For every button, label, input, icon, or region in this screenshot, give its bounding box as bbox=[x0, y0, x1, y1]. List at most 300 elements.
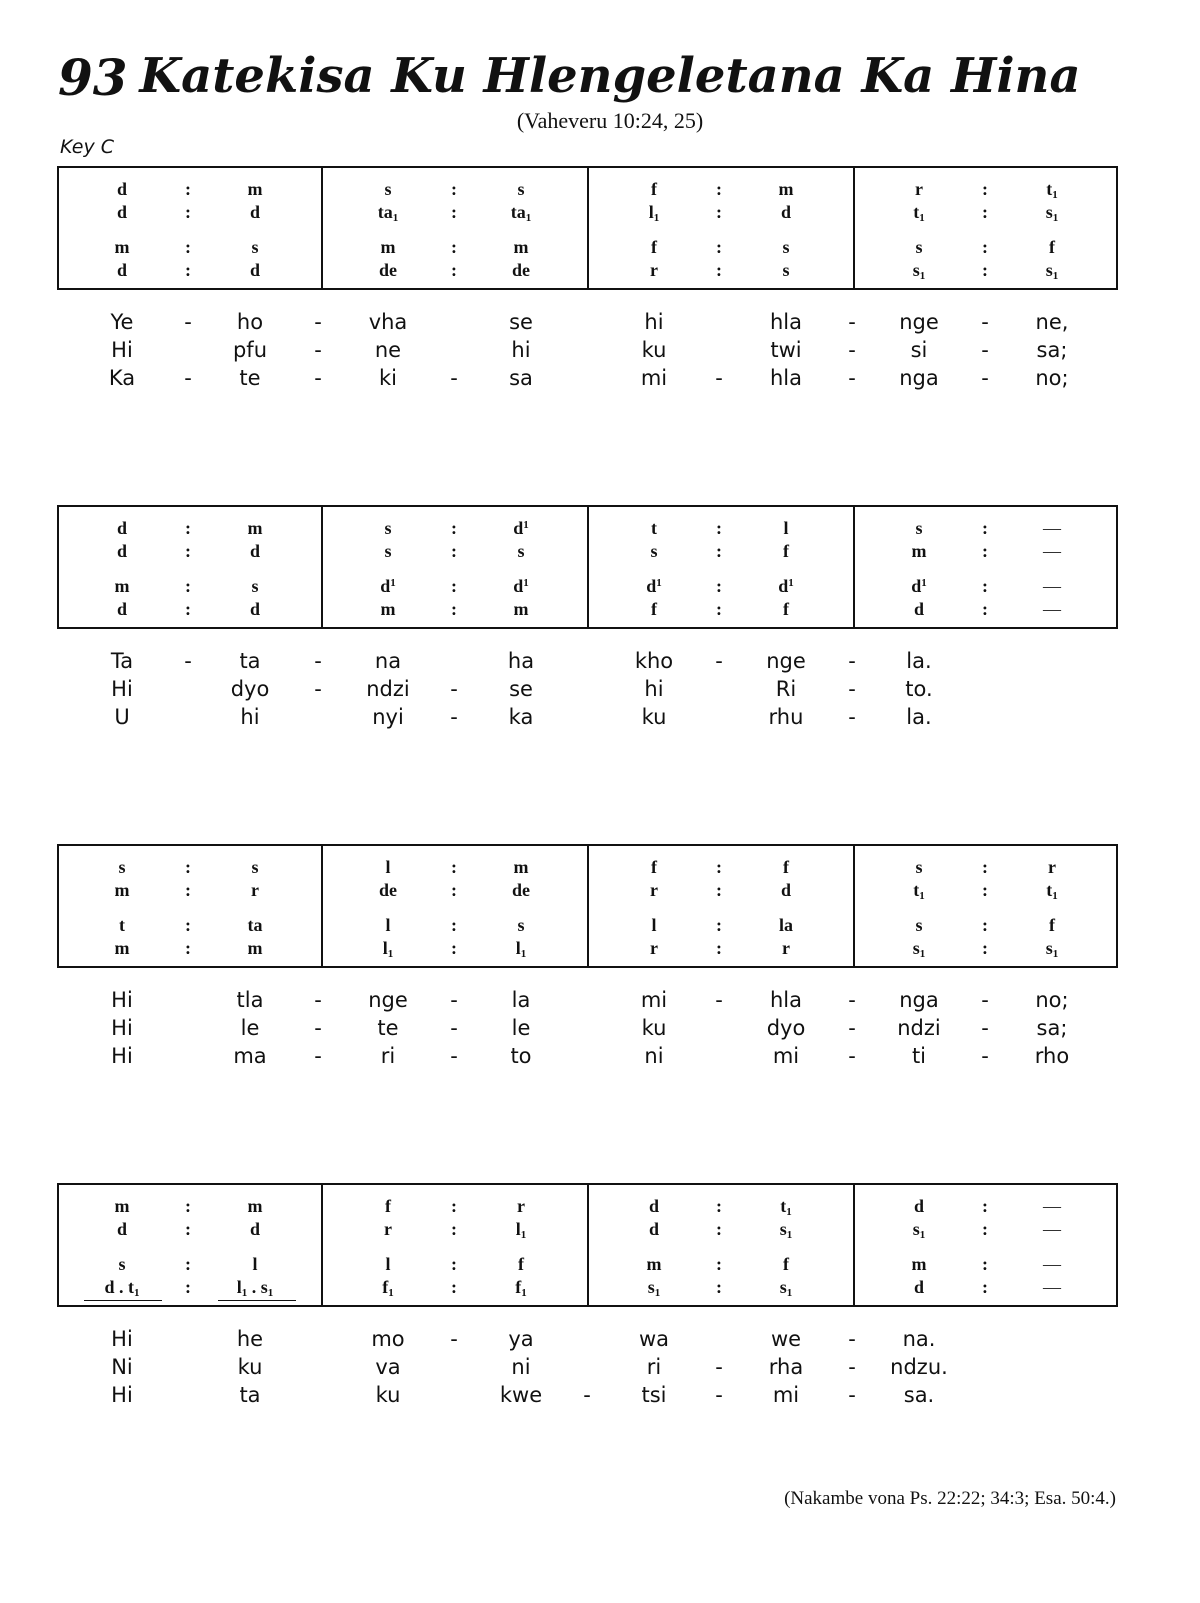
solfa-note: $s_1$ bbox=[1045, 202, 1059, 224]
solfa-note: d bbox=[913, 1196, 924, 1216]
solfa-note: m bbox=[778, 179, 794, 199]
barline bbox=[587, 507, 589, 627]
lyric-hyphen: - bbox=[314, 988, 322, 1012]
barline bbox=[853, 846, 855, 966]
beat-colon: : bbox=[982, 938, 988, 958]
solfa-note: $s_1$ bbox=[912, 938, 926, 960]
solfa-note: s bbox=[251, 857, 259, 877]
solfa-note: d bbox=[116, 599, 127, 619]
lyric-syllable: Ye bbox=[110, 310, 134, 334]
lyric-syllable: Hi bbox=[111, 338, 133, 362]
solfa-note: f bbox=[651, 857, 657, 877]
measure-tick bbox=[321, 543, 323, 557]
beat-colon: : bbox=[716, 202, 722, 222]
solfa-note: de bbox=[512, 880, 530, 900]
beat-colon: : bbox=[982, 541, 988, 561]
solfa-note: s bbox=[915, 915, 923, 935]
solfa-note: m bbox=[513, 599, 529, 619]
lyric-hyphen: - bbox=[848, 1016, 856, 1040]
solfa-staff-4 bbox=[57, 1183, 1118, 1307]
lyric-syllable: Hi bbox=[111, 1327, 133, 1351]
solfa-note: l bbox=[385, 915, 391, 935]
solfa-note: — bbox=[1043, 541, 1061, 561]
solfa-note: m bbox=[247, 1196, 263, 1216]
solfa-note: s bbox=[782, 260, 790, 280]
scripture-reference: (Vaheveru 10:24, 25) bbox=[516, 108, 704, 133]
lyric-syllable: Hi bbox=[111, 1044, 133, 1068]
lyric-syllable: ri bbox=[646, 1355, 662, 1379]
lyric-syllable: to. bbox=[905, 677, 933, 701]
lyric-syllable: ndzu. bbox=[890, 1355, 948, 1379]
measure-tick bbox=[853, 240, 855, 254]
solfa-note: de bbox=[379, 880, 397, 900]
solfa-note: $f_1$ bbox=[382, 1277, 394, 1299]
beat-colon: : bbox=[185, 202, 191, 222]
lyric-syllable: le bbox=[240, 1016, 260, 1040]
lyric-syllable: ku bbox=[641, 338, 667, 362]
solfa-note: $d^1$ bbox=[911, 576, 927, 596]
barline bbox=[321, 1185, 323, 1305]
solfa-note: $d^1$ bbox=[513, 576, 529, 596]
lyric-syllable: nyi bbox=[372, 705, 404, 729]
measure-tick bbox=[853, 543, 855, 557]
lyric-syllable: va bbox=[375, 1355, 401, 1379]
solfa-staff-1 bbox=[57, 166, 1118, 290]
beat-colon: : bbox=[451, 179, 457, 199]
solfa-note: s bbox=[384, 518, 392, 538]
lyric-syllable: si bbox=[910, 338, 928, 362]
solfa-note: — bbox=[1043, 518, 1061, 538]
solfa-note: ta bbox=[247, 915, 263, 935]
solfa-note: d bbox=[116, 518, 127, 538]
beat-colon: : bbox=[716, 237, 722, 257]
lyric-syllable: nge bbox=[899, 310, 939, 334]
solfa-note: $s_1$ bbox=[647, 1277, 661, 1299]
lyric-hyphen: - bbox=[848, 705, 856, 729]
beat-colon: : bbox=[716, 880, 722, 900]
measure-tick bbox=[321, 1257, 323, 1271]
solfa-note: d bbox=[116, 260, 127, 280]
measure-tick bbox=[853, 204, 855, 218]
lyric-hyphen: - bbox=[848, 366, 856, 390]
lyric-syllable: Ta bbox=[110, 649, 134, 673]
beat-colon: : bbox=[185, 1254, 191, 1274]
solfa-note: r bbox=[650, 880, 658, 900]
beat-colon: : bbox=[716, 179, 722, 199]
barline bbox=[321, 846, 323, 966]
lyric-syllable: ya bbox=[508, 1327, 534, 1351]
lyric-syllable: dyo bbox=[230, 677, 270, 701]
solfa-note: d bbox=[913, 599, 924, 619]
lyric-syllable: la bbox=[511, 988, 531, 1012]
lyric-syllable: Ni bbox=[111, 1355, 133, 1379]
lyric-syllable: pfu bbox=[232, 338, 268, 362]
beat-colon: : bbox=[982, 599, 988, 619]
lyric-syllable: ku bbox=[375, 1383, 401, 1407]
beat-colon: : bbox=[982, 237, 988, 257]
solfa-note: r bbox=[782, 938, 790, 958]
beat-colon: : bbox=[185, 599, 191, 619]
lyric-syllable: dyo bbox=[766, 1016, 806, 1040]
lyric-syllable: sa; bbox=[1036, 338, 1068, 362]
solfa-note: s bbox=[915, 237, 923, 257]
lyric-syllable: U bbox=[114, 705, 130, 729]
measure-tick bbox=[853, 882, 855, 896]
solfa-note: m bbox=[114, 880, 130, 900]
beat-colon: : bbox=[185, 237, 191, 257]
solfa-note: s bbox=[384, 179, 392, 199]
solfa-note: $s_1$ bbox=[779, 1277, 793, 1299]
solfa-note: d bbox=[249, 541, 260, 561]
solfa-note: m bbox=[247, 518, 263, 538]
solfa-note: d bbox=[116, 541, 127, 561]
beat-colon: : bbox=[716, 541, 722, 561]
beat-colon: : bbox=[716, 857, 722, 877]
lyric-syllable: hi bbox=[644, 310, 664, 334]
lyric-hyphen: - bbox=[450, 677, 458, 701]
lyric-syllable: mi bbox=[772, 1383, 800, 1407]
solfa-note: $s_1$ bbox=[912, 260, 926, 282]
solfa-note: s bbox=[517, 179, 525, 199]
beat-colon: : bbox=[982, 857, 988, 877]
lyric-syllable: ku bbox=[641, 1016, 667, 1040]
solfa-note: $l_1$ bbox=[382, 938, 394, 960]
barline bbox=[853, 168, 855, 288]
solfa-note: $l_1$ bbox=[515, 1219, 527, 1241]
beat-colon: : bbox=[185, 576, 191, 596]
beat-colon: : bbox=[716, 938, 722, 958]
solfa-note: d bbox=[249, 1219, 260, 1239]
solfa-note: d bbox=[249, 599, 260, 619]
lyric-syllable: ma bbox=[233, 1044, 267, 1068]
lyric-syllable: ni bbox=[511, 1355, 531, 1379]
solfa-note: $s_1$ bbox=[779, 1219, 793, 1241]
beat-colon: : bbox=[982, 179, 988, 199]
solfa-note: l bbox=[385, 1254, 391, 1274]
solfa-note: m bbox=[114, 1196, 130, 1216]
solfa-note: $d^1$ bbox=[778, 576, 794, 596]
solfa-note: r bbox=[650, 938, 658, 958]
lyric-syllable: Ka bbox=[108, 366, 136, 390]
solfa-note: d bbox=[913, 1277, 924, 1297]
measure-tick bbox=[321, 918, 323, 932]
key-signature: Key C bbox=[60, 136, 115, 158]
solfa-note: $l_1$ bbox=[648, 202, 660, 224]
beat-colon: : bbox=[716, 518, 722, 538]
lyric-syllable: ri bbox=[380, 1044, 396, 1068]
solfa-note: d bbox=[249, 260, 260, 280]
beat-colon: : bbox=[716, 1254, 722, 1274]
beat-colon: : bbox=[716, 1277, 722, 1297]
lyric-syllable: mo bbox=[371, 1327, 405, 1351]
solfa-note: m bbox=[911, 541, 927, 561]
beat-underline bbox=[218, 1300, 296, 1301]
lyric-hyphen: - bbox=[848, 1044, 856, 1068]
lyric-syllable: sa. bbox=[903, 1383, 935, 1407]
lyric-syllable: la. bbox=[906, 705, 932, 729]
solfa-note: l bbox=[783, 518, 789, 538]
beat-colon: : bbox=[716, 1196, 722, 1216]
lyric-hyphen: - bbox=[314, 366, 322, 390]
solfa-note: $t_1$ bbox=[913, 202, 925, 224]
lyric-hyphen: - bbox=[450, 705, 458, 729]
solfa-note: $s_1$ bbox=[1045, 938, 1059, 960]
solfa-note: $ta_1$ bbox=[510, 202, 532, 224]
lyric-hyphen: - bbox=[450, 1327, 458, 1351]
lyric-syllable: Hi bbox=[111, 677, 133, 701]
solfa-note: — bbox=[1043, 576, 1061, 596]
beat-colon: : bbox=[451, 541, 457, 561]
lyric-syllable: Hi bbox=[111, 988, 133, 1012]
lyric-hyphen: - bbox=[981, 310, 989, 334]
lyric-syllable: ne bbox=[374, 338, 402, 362]
lyric-hyphen: - bbox=[981, 1016, 989, 1040]
beat-colon: : bbox=[185, 1277, 191, 1297]
beat-colon: : bbox=[716, 915, 722, 935]
footnote: (Nakambe vona Ps. 22:22; 34:3; Esa. 50:4.) bbox=[784, 1488, 1116, 1509]
lyric-syllable: no; bbox=[1035, 366, 1069, 390]
beat-colon: : bbox=[185, 915, 191, 935]
solfa-note: — bbox=[1043, 1254, 1061, 1274]
solfa-note: s bbox=[650, 541, 658, 561]
beat-colon: : bbox=[982, 1219, 988, 1239]
solfa-note: s bbox=[517, 915, 525, 935]
solfa-note: l bbox=[252, 1254, 258, 1274]
beat-underline bbox=[84, 1300, 162, 1301]
lyric-syllable: ka bbox=[508, 705, 534, 729]
solfa-note: — bbox=[1043, 1219, 1061, 1239]
lyric-syllable: hla bbox=[769, 310, 802, 334]
lyric-syllable: rha bbox=[768, 1355, 804, 1379]
solfa-note: f bbox=[651, 237, 657, 257]
lyric-hyphen: - bbox=[450, 366, 458, 390]
solfa-note: r bbox=[650, 260, 658, 280]
beat-colon: : bbox=[982, 880, 988, 900]
lyric-syllable: ndzi bbox=[366, 677, 410, 701]
solfa-note: r bbox=[517, 1196, 525, 1216]
measure-tick bbox=[853, 1221, 855, 1235]
lyric-syllable: sa; bbox=[1036, 1016, 1068, 1040]
beat-colon: : bbox=[451, 237, 457, 257]
solfa-note: m bbox=[114, 938, 130, 958]
lyric-hyphen: - bbox=[450, 988, 458, 1012]
solfa-staff-2 bbox=[57, 505, 1118, 629]
solfa-note: s bbox=[915, 518, 923, 538]
lyric-syllable: tla bbox=[236, 988, 264, 1012]
beat-colon: : bbox=[716, 599, 722, 619]
beat-colon: : bbox=[716, 260, 722, 280]
lyric-syllable: hla bbox=[769, 988, 802, 1012]
hymn-number: 93 bbox=[58, 48, 128, 107]
measure-tick bbox=[853, 1257, 855, 1271]
lyric-hyphen: - bbox=[450, 1044, 458, 1068]
lyric-syllable: hi bbox=[644, 677, 664, 701]
measure-tick bbox=[321, 1221, 323, 1235]
measure-tick bbox=[853, 918, 855, 932]
barline bbox=[321, 507, 323, 627]
solfa-note: d bbox=[249, 202, 260, 222]
lyric-hyphen: - bbox=[981, 988, 989, 1012]
beat-colon: : bbox=[451, 938, 457, 958]
solfa-note: d . $t_1$ bbox=[104, 1277, 140, 1299]
solfa-note: f bbox=[783, 599, 789, 619]
lyric-syllable: sa bbox=[509, 366, 533, 390]
lyric-syllable: Hi bbox=[111, 1016, 133, 1040]
beat-colon: : bbox=[185, 880, 191, 900]
solfa-note: t bbox=[651, 518, 657, 538]
lyric-hyphen: - bbox=[314, 338, 322, 362]
lyric-syllable: hi bbox=[240, 705, 260, 729]
lyric-syllable: we bbox=[770, 1327, 802, 1351]
solfa-staff-3 bbox=[57, 844, 1118, 968]
solfa-note: — bbox=[1043, 1196, 1061, 1216]
beat-colon: : bbox=[185, 938, 191, 958]
lyric-hyphen: - bbox=[583, 1383, 591, 1407]
solfa-note: — bbox=[1043, 599, 1061, 619]
lyric-hyphen: - bbox=[314, 310, 322, 334]
beat-colon: : bbox=[451, 260, 457, 280]
solfa-note: m bbox=[513, 237, 529, 257]
measure-tick bbox=[321, 240, 323, 254]
solfa-note: $t_1$ bbox=[1046, 179, 1058, 201]
beat-colon: : bbox=[982, 915, 988, 935]
solfa-note: s bbox=[118, 1254, 126, 1274]
lyric-syllable: ku bbox=[641, 705, 667, 729]
lyric-syllable: vha bbox=[368, 310, 408, 334]
lyric-syllable: nge bbox=[368, 988, 408, 1012]
solfa-note: r bbox=[1048, 857, 1056, 877]
solfa-note: s bbox=[517, 541, 525, 561]
lyric-hyphen: - bbox=[184, 366, 192, 390]
solfa-note: l bbox=[385, 857, 391, 877]
lyric-hyphen: - bbox=[981, 366, 989, 390]
solfa-note: de bbox=[512, 260, 530, 280]
solfa-note: m bbox=[380, 237, 396, 257]
lyric-syllable: rhu bbox=[768, 705, 804, 729]
solfa-note: f bbox=[651, 179, 657, 199]
solfa-note: $s_1$ bbox=[912, 1219, 926, 1241]
lyric-syllable: la. bbox=[906, 649, 932, 673]
lyric-syllable: te bbox=[377, 1016, 399, 1040]
solfa-note: s bbox=[251, 576, 259, 596]
solfa-note: m bbox=[513, 857, 529, 877]
beat-colon: : bbox=[185, 260, 191, 280]
lyric-syllable: nge bbox=[766, 649, 806, 673]
solfa-note: d bbox=[116, 179, 127, 199]
measure-tick bbox=[321, 204, 323, 218]
beat-colon: : bbox=[982, 202, 988, 222]
lyric-syllable: ni bbox=[644, 1044, 664, 1068]
beat-colon: : bbox=[451, 880, 457, 900]
solfa-note: $l_1$ bbox=[515, 938, 527, 960]
lyric-hyphen: - bbox=[848, 1355, 856, 1379]
beat-colon: : bbox=[982, 1196, 988, 1216]
lyric-hyphen: - bbox=[848, 988, 856, 1012]
beat-colon: : bbox=[451, 576, 457, 596]
solfa-note: $f_1$ bbox=[515, 1277, 527, 1299]
solfa-note: f bbox=[518, 1254, 524, 1274]
solfa-note: $t_1$ bbox=[913, 880, 925, 902]
solfa-note: $d^1$ bbox=[646, 576, 662, 596]
lyric-syllable: mi bbox=[772, 1044, 800, 1068]
lyric-syllable: ne, bbox=[1035, 310, 1069, 334]
lyric-hyphen: - bbox=[848, 677, 856, 701]
beat-colon: : bbox=[185, 518, 191, 538]
solfa-note: f bbox=[783, 857, 789, 877]
lyric-hyphen: - bbox=[848, 1383, 856, 1407]
beat-colon: : bbox=[185, 857, 191, 877]
lyric-hyphen: - bbox=[314, 1044, 322, 1068]
solfa-note: s bbox=[782, 237, 790, 257]
beat-colon: : bbox=[185, 179, 191, 199]
lyric-syllable: wa bbox=[638, 1327, 670, 1351]
lyric-syllable: hla bbox=[769, 366, 802, 390]
beat-colon: : bbox=[451, 915, 457, 935]
solfa-note: l bbox=[651, 915, 657, 935]
beat-colon: : bbox=[451, 857, 457, 877]
solfa-note: m bbox=[114, 576, 130, 596]
beat-colon: : bbox=[982, 576, 988, 596]
solfa-note: r bbox=[251, 880, 259, 900]
solfa-note: m bbox=[247, 938, 263, 958]
lyric-hyphen: - bbox=[715, 366, 723, 390]
solfa-note: m bbox=[911, 1254, 927, 1274]
lyric-hyphen: - bbox=[981, 338, 989, 362]
solfa-note: d bbox=[648, 1196, 659, 1216]
beat-colon: : bbox=[451, 1277, 457, 1297]
beat-colon: : bbox=[982, 1277, 988, 1297]
solfa-note: d bbox=[116, 1219, 127, 1239]
beat-colon: : bbox=[185, 1196, 191, 1216]
lyric-hyphen: - bbox=[848, 649, 856, 673]
solfa-note: f bbox=[385, 1196, 391, 1216]
lyric-syllable: rho bbox=[1034, 1044, 1070, 1068]
barline bbox=[853, 1185, 855, 1305]
beat-colon: : bbox=[451, 1219, 457, 1239]
lyric-syllable: to bbox=[510, 1044, 532, 1068]
lyric-syllable: ku bbox=[237, 1355, 263, 1379]
solfa-note: m bbox=[114, 237, 130, 257]
solfa-note: $t_1$ bbox=[780, 1196, 792, 1218]
lyric-syllable: ki bbox=[379, 366, 397, 390]
solfa-note: $t_1$ bbox=[1046, 880, 1058, 902]
solfa-note: $d^1$ bbox=[513, 518, 529, 538]
solfa-note: m bbox=[646, 1254, 662, 1274]
solfa-note: d bbox=[780, 202, 791, 222]
solfa-note: $ta_1$ bbox=[377, 202, 399, 224]
lyric-syllable: ti bbox=[911, 1044, 927, 1068]
lyric-hyphen: - bbox=[314, 677, 322, 701]
lyric-syllable: hi bbox=[511, 338, 531, 362]
lyric-syllable: he bbox=[236, 1327, 264, 1351]
lyric-hyphen: - bbox=[848, 338, 856, 362]
solfa-note: $s_1$ bbox=[1045, 260, 1059, 282]
lyric-syllable: no; bbox=[1035, 988, 1069, 1012]
solfa-note: la bbox=[778, 915, 793, 935]
solfa-note: f bbox=[783, 1254, 789, 1274]
lyric-syllable: le bbox=[511, 1016, 531, 1040]
solfa-note: $d^1$ bbox=[380, 576, 396, 596]
beat-colon: : bbox=[451, 1196, 457, 1216]
measure-tick bbox=[321, 579, 323, 593]
lyric-syllable: nga bbox=[899, 988, 939, 1012]
solfa-note: r bbox=[915, 179, 923, 199]
lyric-hyphen: - bbox=[715, 1383, 723, 1407]
barline bbox=[587, 1185, 589, 1305]
solfa-note: m bbox=[380, 599, 396, 619]
solfa-note: s bbox=[384, 541, 392, 561]
lyric-syllable: ta bbox=[239, 649, 261, 673]
